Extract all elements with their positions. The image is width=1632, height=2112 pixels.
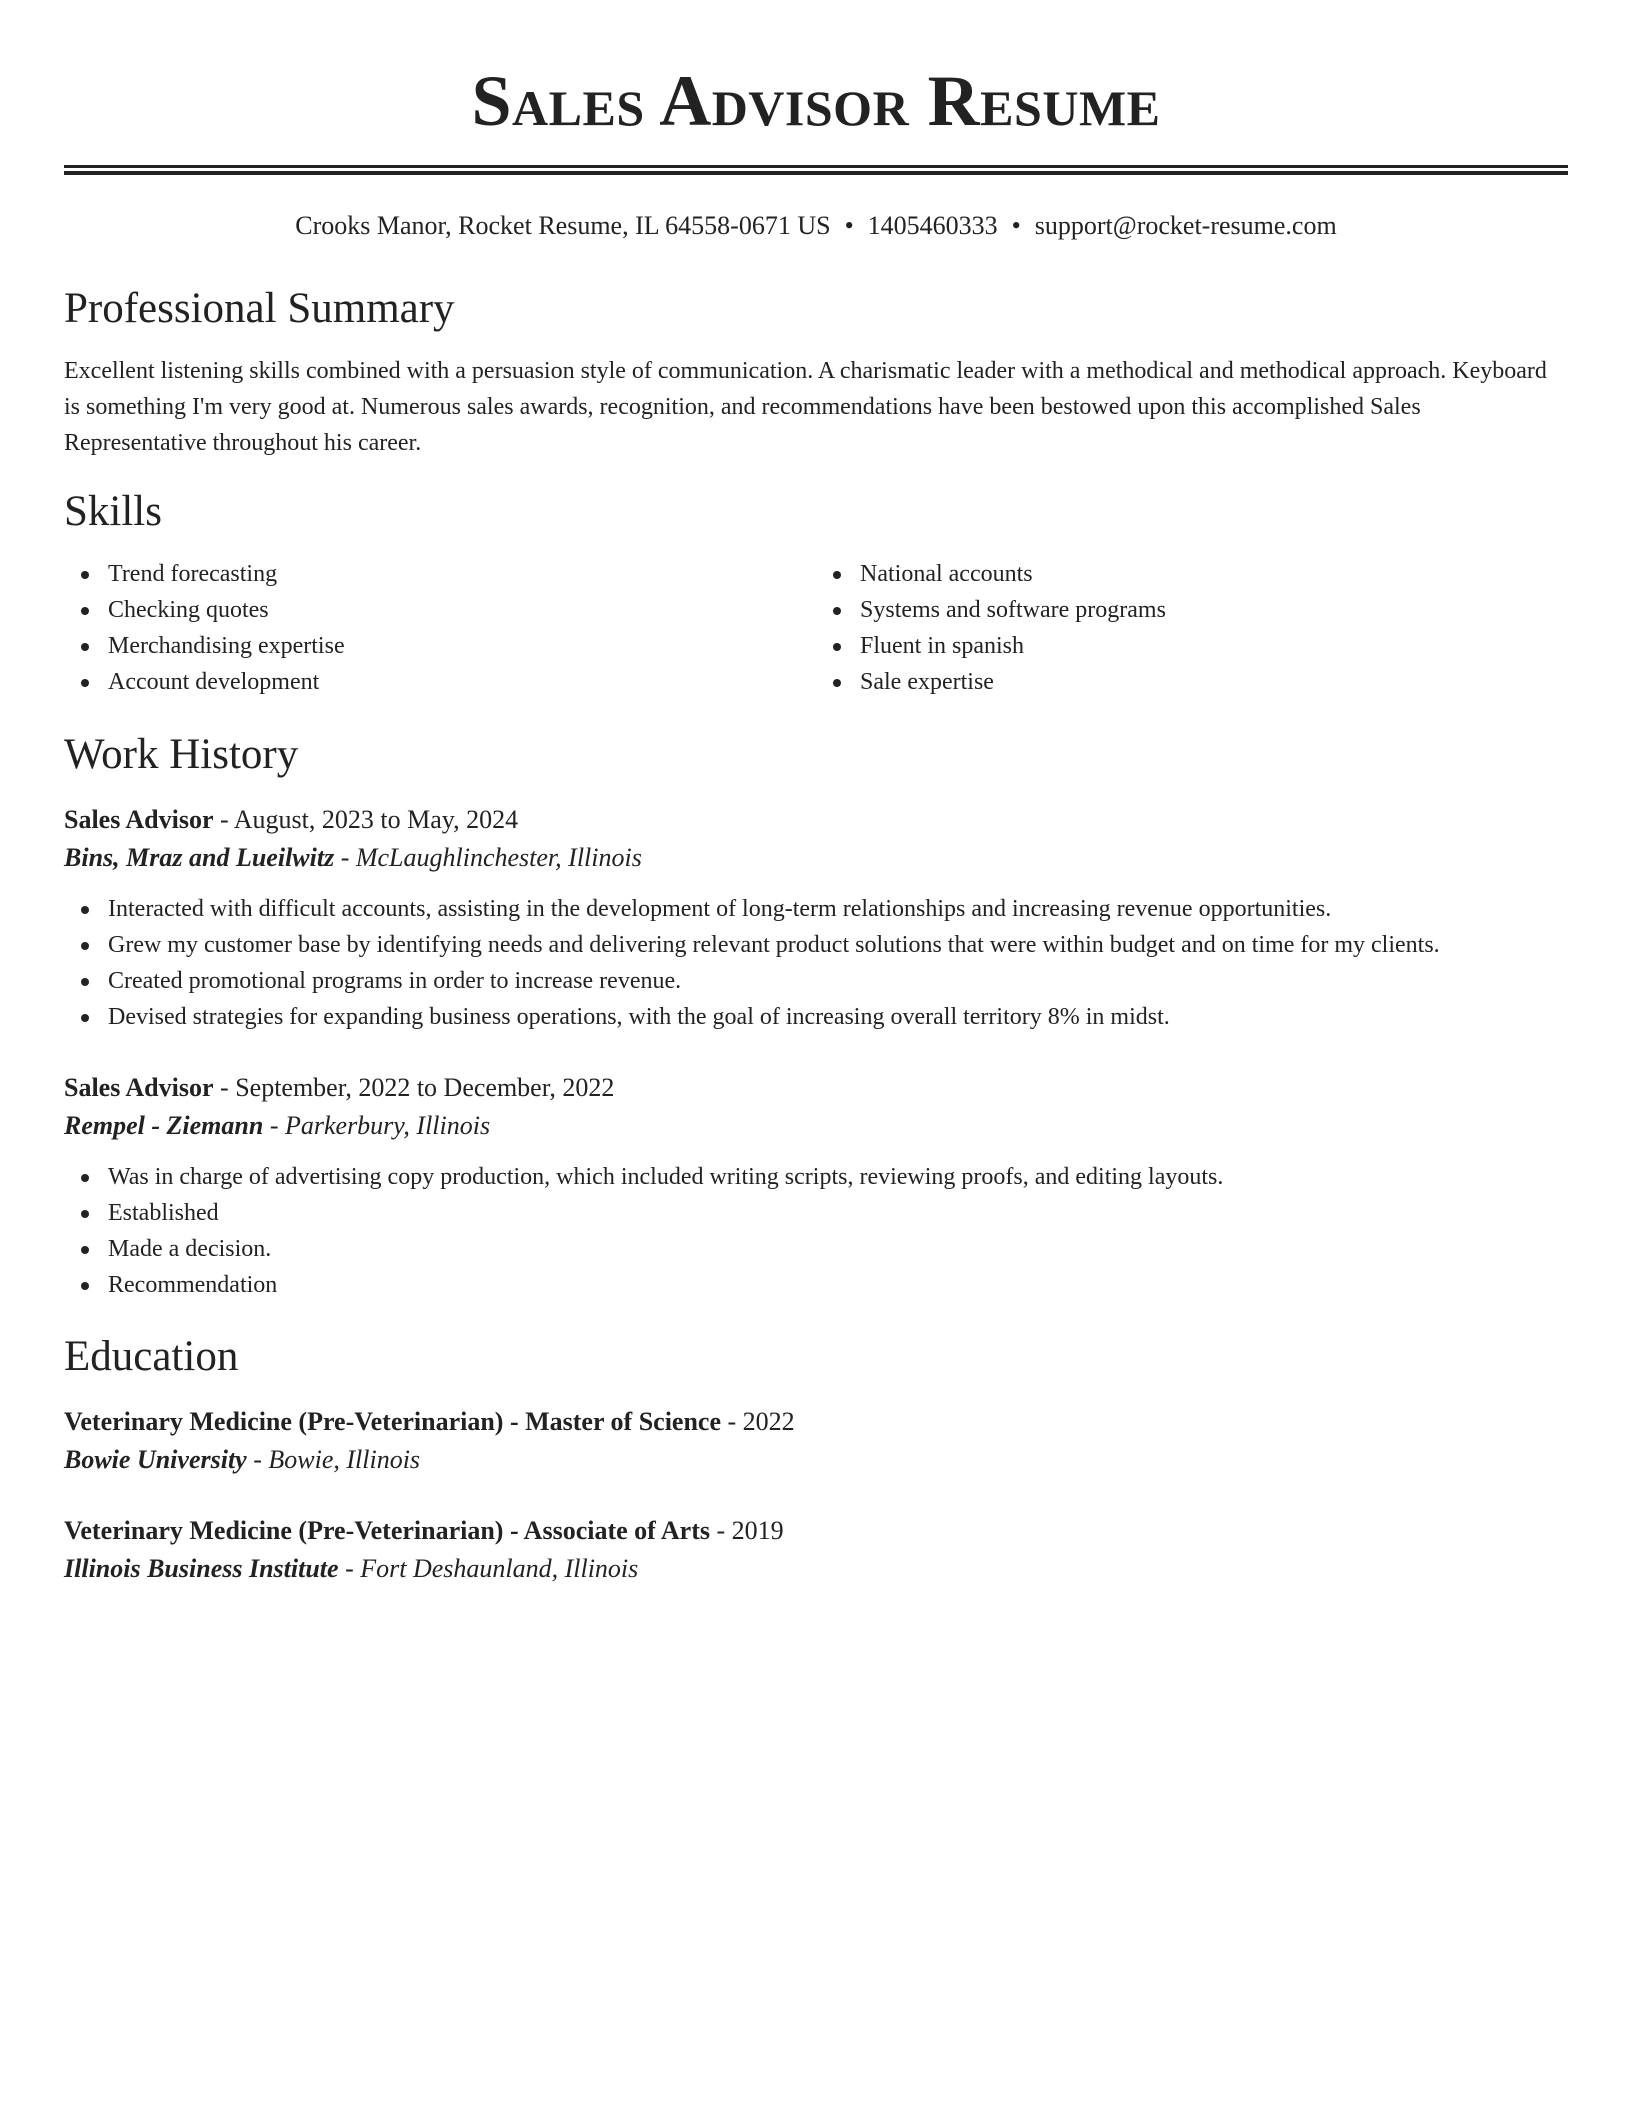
duty-item: Devised strategies for expanding business operations, with the goal of increasing overall territory 8% in midst. [108,999,1568,1035]
school-line [64,1441,1568,1479]
degree-line [64,1512,1568,1550]
summary-heading: Professional Summary [64,285,455,332]
duty-item: Recommendation [108,1267,1568,1303]
degree-name: Veterinary Medicine (Pre-Veterinarian) - Master of Science [64,1407,722,1436]
job-title-line [64,801,1568,839]
duty-item: Grew my customer base by identifying needs and delivering relevant product solutions that were within budget and on time for my clients. [108,927,1568,963]
contact-phone: 1405460333 [867,211,998,240]
job-dates: - August, 2023 to May, 2024 [213,805,519,834]
school-location: - Fort Deshaunland, Illinois [338,1554,639,1583]
skill-item: Systems and software programs [860,592,1568,628]
skills-heading: Skills [64,488,162,535]
employer-name: Bins, Mraz and Lueilwitz [64,843,335,872]
skill-item: Fluent in spanish [860,628,1568,664]
skill-item: National accounts [860,556,1568,592]
job-title: Sales Advisor [64,1073,214,1102]
education-entry [64,1403,1568,1479]
employer-location: - Parkerbury, Illinois [263,1111,491,1140]
job-duties [64,1159,1568,1303]
job-dates: - September, 2022 to December, 2022 [213,1073,615,1102]
job-title: Sales Advisor [64,805,214,834]
duty-item: Established [108,1195,1568,1231]
contact-separator: • [844,211,854,240]
summary-text: Excellent listening skills combined with a persuasion style of communication. A charismatic leader with a methodical and methodical approach. Keyboard is something I'm very good at. Numerous sales awards, recognition, and recommendations have been bestowed upon this accomplished Sales Representative throughout his career. [64,358,1547,456]
school-name: Bowie University [64,1445,247,1474]
document-title: Sales Advisor Resume [471,61,1161,141]
job-entry [64,801,1568,1035]
skill-item: Merchandising expertise [108,628,816,664]
title-divider [64,165,1568,175]
employer-location: - McLaughlinchester, Illinois [334,843,642,872]
work-history-heading: Work History [64,731,299,778]
skills-column-right [816,556,1568,700]
school-location: - Bowie, Illinois [246,1445,421,1474]
duty-item: Interacted with difficult accounts, assisting in the development of long-term relationships and increasing revenue opportunities. [108,891,1568,927]
employer-line [64,839,1568,877]
skills-column-left [64,556,816,700]
employer-name: Rempel - Ziemann [64,1111,264,1140]
job-duties [64,891,1568,1035]
duty-item: Created promotional programs in order to increase revenue. [108,963,1568,999]
contact-line [64,209,1568,243]
school-name: Illinois Business Institute [64,1554,339,1583]
duty-item: Made a decision. [108,1231,1568,1267]
graduation-year: - 2022 [721,1407,795,1436]
job-title-line [64,1069,1568,1107]
school-line [64,1550,1568,1588]
degree-line [64,1403,1568,1441]
skill-item: Checking quotes [108,592,816,628]
skill-item: Sale expertise [860,664,1568,700]
contact-address: Crooks Manor, Rocket Resume, IL 64558-0671 US [295,211,831,240]
degree-name: Veterinary Medicine (Pre-Veterinarian) - Associate of Arts [64,1516,710,1545]
skill-item: Account development [108,664,816,700]
skill-item: Trend forecasting [108,556,816,592]
education-heading: Education [64,1333,239,1380]
contact-separator: • [1011,211,1021,240]
skills-list [64,556,1568,700]
employer-line [64,1107,1568,1145]
graduation-year: - 2019 [709,1516,784,1545]
education-entry [64,1512,1568,1588]
contact-email: support@rocket-resume.com [1034,211,1337,240]
duty-item: Was in charge of advertising copy production, which included writing scripts, reviewing proofs, and editing layouts. [108,1159,1568,1195]
job-entry [64,1069,1568,1303]
